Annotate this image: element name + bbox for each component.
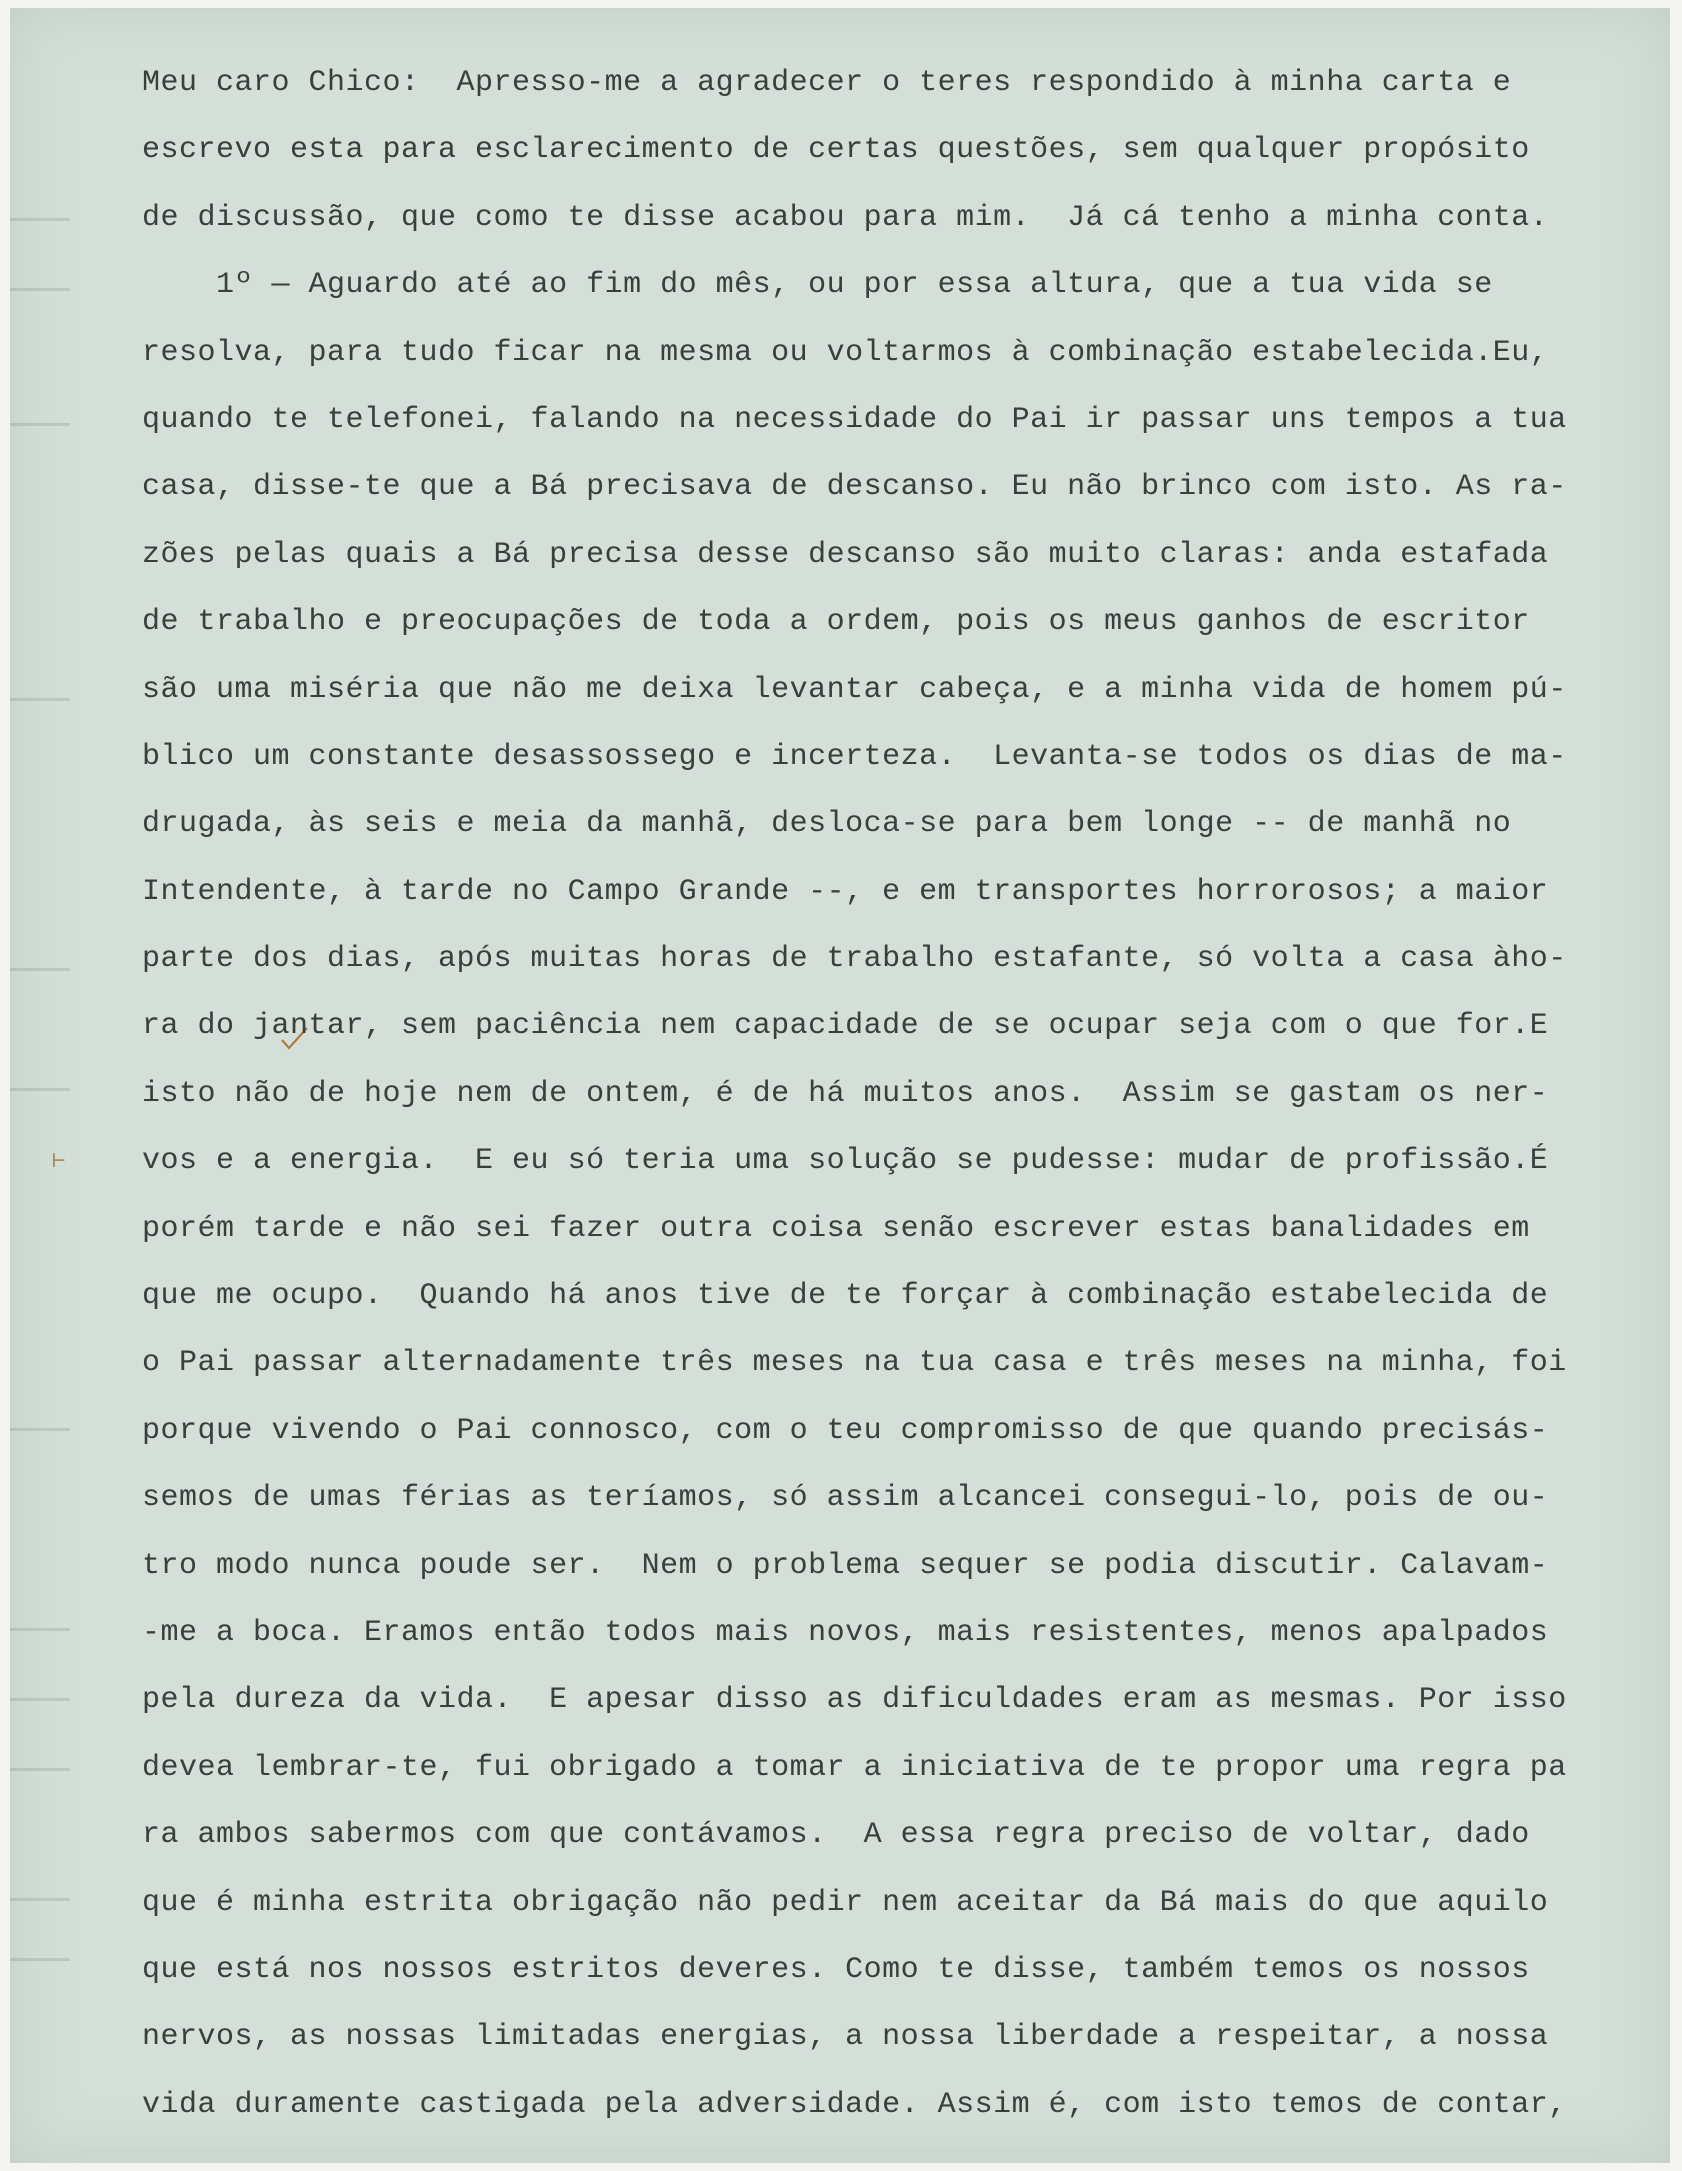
letter-line: semos de umas férias as teríamos, só assim alcancei consegui-lo, pois de ou- [142,1481,1549,1516]
letter-line: de trabalho e preocupações de toda a ordem, pois os meus ganhos de escritor [142,605,1530,640]
letter-line: quando te telefonei, falando na necessidade do Pai ir passar uns tempos a tua [142,402,1567,437]
letter-line: blico um constante desassossego e incerteza. Levanta-se todos os dias de ma- [142,739,1567,774]
letter-line: parte dos dias, após muitas horas de trabalho estafante, só volta a casa àho- [142,942,1567,977]
letter-line: o Pai passar alternadamente três meses na tua casa e três meses na minha, foi [142,1346,1567,1381]
letter-line: ra ambos sabermos com que contávamos. A essa regra preciso de voltar, dado [142,1818,1530,1853]
bleed-through-mark [10,1628,70,1631]
bleed-through-mark [10,1958,70,1961]
letter-line: de discussão, que como te disse acabou para mim. Já cá tenho a minha conta. [142,200,1549,235]
letter-line: -me a boca. Eramos então todos mais novos, mais resistentes, menos apalpados [142,1615,1549,1650]
letter-line: zões pelas quais a Bá precisa desse descanso são muito claras: anda estafada [142,537,1549,572]
bleed-through-mark [10,218,70,221]
letter-line: que me ocupo. Quando há anos tive de te forçar à combinação estabelecida de [142,1279,1549,1314]
letter-line: são uma miséria que não me deixa levantar cabeça, e a minha vida de homem pú- [142,672,1567,707]
bleed-through-mark [10,698,70,701]
margin-pencil-mark: ⊢ [52,1148,66,1173]
letter-line: vida duramente castigada pela adversidade. Assim é, com isto temos de contar, [142,2087,1567,2122]
letter-line: resolva, para tudo ficar na mesma ou voltarmos à combinação estabelecida.Eu, [142,335,1549,370]
bleed-through-mark [10,968,70,971]
letter-page [10,8,1670,2163]
letter-line: isto não de hoje nem de ontem, é de há muitos anos. Assim se gastam os ner- [142,1076,1549,1111]
letter-line: tro modo nunca poude ser. Nem o problema sequer se podia discutir. Calavam- [142,1548,1549,1583]
letter-line: casa, disse-te que a Bá precisava de descanso. Eu não brinco com isto. As ra- [142,470,1567,505]
letter-line: nervos, as nossas limitadas energias, a nossa liberdade a respeitar, a nossa [142,2020,1549,2055]
bleed-through-mark [10,423,70,426]
letter-line: 1º — Aguardo até ao fim do mês, ou por essa altura, que a tua vida se [142,268,1493,303]
bleed-through-mark [10,1898,70,1901]
letter-line: ra do jantar, sem paciência nem capacidade de se ocupar seja com o que for.E [142,1009,1549,1044]
letter-line: que é minha estrita obrigação não pedir nem aceitar da Bá mais do que aquilo [142,1885,1549,1920]
letter-line: drugada, às seis e meia da manhã, desloca-se para bem longe -- de manhã no [142,807,1512,842]
letter-line: devea lembrar-te, fui obrigado a tomar a iniciativa de te propor uma regra pa [142,1750,1567,1785]
bleed-through-mark [10,1698,70,1701]
letter-line: Meu caro Chico: Apresso-me a agradecer o teres respondido à minha carta e [142,66,1512,100]
letter-line: porém tarde e não sei fazer outra coisa senão escrever estas banalidades em [142,1211,1530,1246]
letter-line: que está nos nossos estritos deveres. Como te disse, também temos os nossos [142,1952,1530,1987]
letter-line: Intendente, à tarde no Campo Grande --, e em transportes horrorosos; a maior [142,874,1549,909]
letter-line: porque vivendo o Pai connosco, com o teu compromisso de que quando precisás- [142,1413,1549,1448]
letter-line: escrevo esta para esclarecimento de certas questões, sem qualquer propósito [142,133,1530,168]
bleed-through-mark [10,1768,70,1771]
bleed-through-mark [10,288,70,291]
bleed-through-mark [10,1428,70,1431]
letter-line: pela dureza da vida. E apesar disso as dificuldades eram as mesmas. Por isso [142,1683,1567,1718]
bleed-through-mark [10,1088,70,1091]
typewritten-letter-body [142,50,1670,2139]
letter-line: vos e a energia. E eu só teria uma solução se pudesse: mudar de profissão.É [142,1144,1549,1179]
